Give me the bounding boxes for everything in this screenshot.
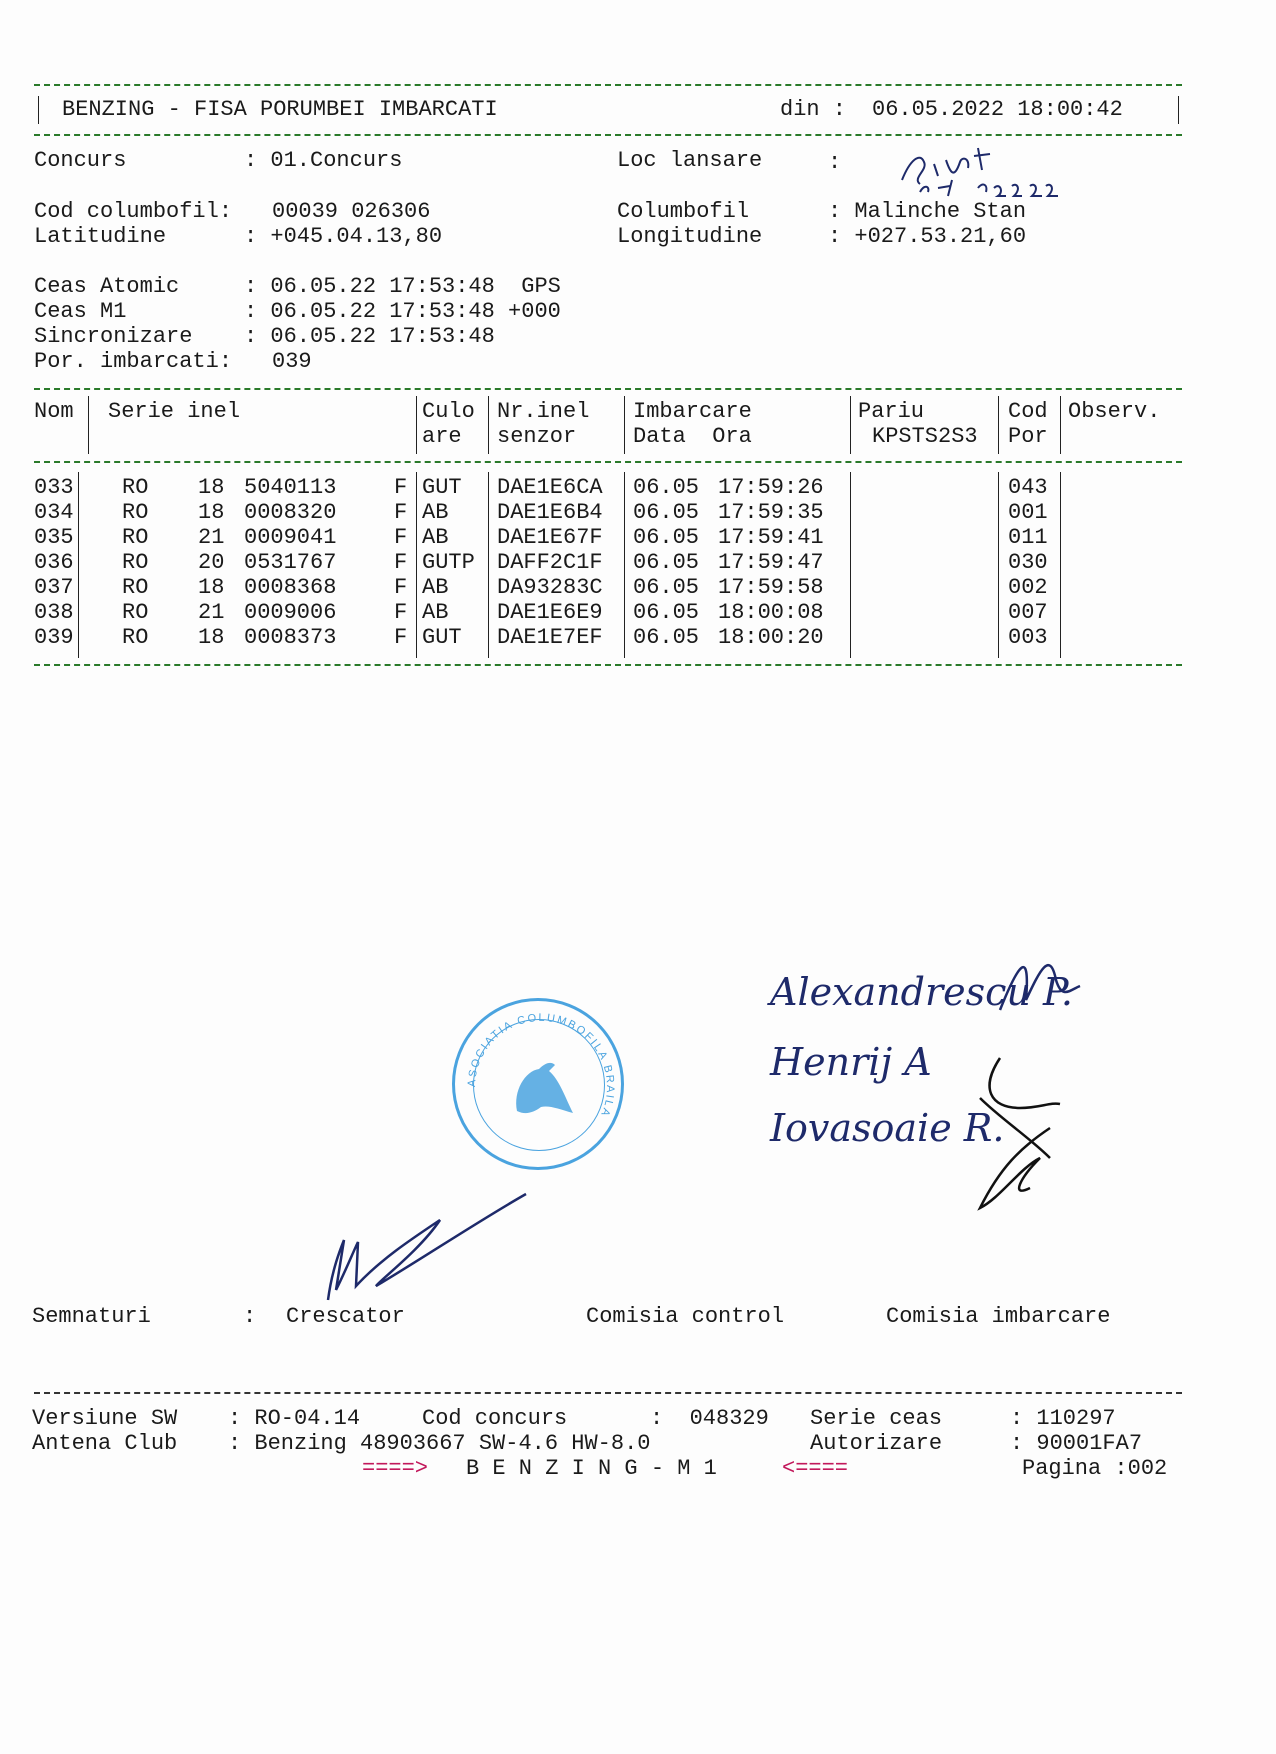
date-label: din : bbox=[780, 97, 847, 122]
versiune-sw-label: Versiune SW bbox=[32, 1406, 178, 1431]
document-title: BENZING - FISA PORUMBEI IMBARCATI bbox=[62, 97, 498, 122]
longitudine-value: : +027.53.21,60 bbox=[828, 224, 1027, 249]
longitudine-label: Longitudine bbox=[617, 224, 763, 249]
row-color: GUT bbox=[422, 625, 462, 650]
row-cod: 001 bbox=[1008, 500, 1048, 525]
autorizare-label: Autorizare bbox=[810, 1431, 943, 1456]
stamp-emblem bbox=[455, 1001, 627, 1173]
row-date: 06.05 bbox=[633, 525, 700, 550]
row-ring: 0008368 bbox=[244, 575, 337, 600]
page-number: Pagina :002 bbox=[1022, 1456, 1168, 1481]
date-value: 06.05.2022 18:00:42 bbox=[872, 97, 1123, 122]
row-cod: 011 bbox=[1008, 525, 1048, 550]
row-ring: 0531767 bbox=[244, 550, 337, 575]
title-right-border bbox=[1178, 96, 1179, 124]
footer-rule bbox=[34, 1392, 1182, 1394]
antena-club-value: : Benzing 48903667 SW-4.6 HW-8.0 bbox=[228, 1431, 651, 1456]
row-year: 18 bbox=[198, 575, 225, 600]
stamp-text: ASOCIATIA COLUMBOFILA BRAILA bbox=[465, 1011, 617, 1120]
header-cod-1: Cod bbox=[1008, 399, 1048, 424]
col-sep-serie-body bbox=[416, 472, 417, 658]
col-sep-culo bbox=[488, 396, 489, 454]
row-sex: F bbox=[394, 625, 408, 650]
handwritten-name-2: Henrij A bbox=[770, 1040, 932, 1084]
row-time: 17:59:35 bbox=[718, 500, 824, 525]
ceas-atomic-value: : 06.05.22 17:53:48 GPS bbox=[244, 274, 561, 299]
row-country: RO bbox=[122, 575, 149, 600]
row-color: AB bbox=[422, 575, 449, 600]
por-imbarcati-value: 039 bbox=[272, 349, 312, 374]
header-pariu-2: KPSTS2S3 bbox=[872, 424, 978, 449]
row-color: GUT bbox=[422, 475, 462, 500]
brand-arrow-right: <==== bbox=[782, 1456, 849, 1481]
row-sensor: DAE1E7EF bbox=[497, 625, 603, 650]
col-sep-pariu-body bbox=[998, 472, 999, 658]
cod-concurs-label: Cod concurs bbox=[422, 1406, 568, 1431]
row-time: 17:59:47 bbox=[718, 550, 824, 575]
cod-columbofil-label: Cod columbofil: bbox=[34, 199, 233, 224]
row-country: RO bbox=[122, 550, 149, 575]
header-culoare-1: Culo bbox=[422, 399, 475, 424]
row-country: RO bbox=[122, 600, 149, 625]
por-imbarcati-label: Por. imbarcati: bbox=[34, 349, 233, 374]
row-cod: 030 bbox=[1008, 550, 1048, 575]
columbofil-value: : Malinche Stan bbox=[828, 199, 1027, 224]
serie-ceas-label: Serie ceas bbox=[810, 1406, 943, 1431]
antena-club-label: Antena Club bbox=[32, 1431, 178, 1456]
title-top-rule bbox=[34, 84, 1182, 86]
row-color: AB bbox=[422, 500, 449, 525]
row-nom: 039 bbox=[34, 625, 74, 650]
sincronizare-value: : 06.05.22 17:53:48 bbox=[244, 324, 495, 349]
row-date: 06.05 bbox=[633, 500, 700, 525]
row-country: RO bbox=[122, 500, 149, 525]
loc-lansare-sep: : bbox=[828, 150, 842, 175]
col-sep-nrinel-body bbox=[624, 472, 625, 658]
latitudine-label: Latitudine bbox=[34, 224, 167, 249]
header-observatii: Observ. bbox=[1068, 399, 1161, 424]
col-sep-nrinel bbox=[624, 396, 625, 454]
title-bottom-rule bbox=[34, 134, 1182, 136]
ceas-m1-label: Ceas M1 bbox=[34, 299, 127, 324]
table-bottom-rule bbox=[34, 664, 1182, 666]
row-nom: 038 bbox=[34, 600, 74, 625]
row-date: 06.05 bbox=[633, 575, 700, 600]
col-sep-nom-body bbox=[78, 472, 79, 658]
semnaturi-sep: : bbox=[243, 1304, 257, 1329]
row-sensor: DAE1E6CA bbox=[497, 475, 603, 500]
row-nom: 035 bbox=[34, 525, 74, 550]
row-sex: F bbox=[394, 475, 408, 500]
header-culoare-2: are bbox=[422, 424, 462, 449]
row-color: AB bbox=[422, 525, 449, 550]
signature-crescator bbox=[300, 1190, 540, 1310]
header-nr-inel-1: Nr.inel bbox=[497, 399, 590, 424]
col-sep-imbarcare bbox=[850, 396, 851, 454]
serie-ceas-value: : 110297 bbox=[1010, 1406, 1116, 1431]
row-year: 20 bbox=[198, 550, 225, 575]
row-ring: 0008320 bbox=[244, 500, 337, 525]
row-nom: 036 bbox=[34, 550, 74, 575]
table-row bbox=[0, 550, 1048, 575]
header-nr-inel-2: senzor bbox=[497, 424, 577, 449]
row-cod: 003 bbox=[1008, 625, 1048, 650]
col-sep-imbarcare-body bbox=[850, 472, 851, 658]
row-sex: F bbox=[394, 575, 408, 600]
autorizare-value: : 90001FA7 bbox=[1010, 1431, 1143, 1456]
row-sensor: DAE1E67F bbox=[497, 525, 603, 550]
row-sex: F bbox=[394, 525, 408, 550]
row-time: 18:00:08 bbox=[718, 600, 824, 625]
loc-lansare-handwriting bbox=[890, 140, 1090, 200]
col-sep-serie bbox=[416, 396, 417, 454]
row-sensor: DAE1E6E9 bbox=[497, 600, 603, 625]
col-sep-cod-body bbox=[1060, 472, 1061, 658]
concurs-label: Concurs bbox=[34, 148, 127, 173]
comisia-control-label: Comisia control bbox=[586, 1304, 785, 1329]
header-cod-2: Por bbox=[1008, 424, 1048, 449]
row-cod: 043 bbox=[1008, 475, 1048, 500]
sincronizare-label: Sincronizare bbox=[34, 324, 193, 349]
col-sep-pariu bbox=[998, 396, 999, 454]
row-sensor: DA93283C bbox=[497, 575, 603, 600]
row-year: 21 bbox=[198, 600, 225, 625]
header-nom: Nom bbox=[34, 399, 74, 424]
cod-columbofil-value: 00039 026306 bbox=[272, 199, 431, 224]
row-color: AB bbox=[422, 600, 449, 625]
row-ring: 5040113 bbox=[244, 475, 337, 500]
handwritten-name-3: Iovasoaie R. bbox=[770, 1106, 1005, 1150]
row-nom: 034 bbox=[34, 500, 74, 525]
table-row bbox=[0, 575, 1048, 600]
row-ring: 0008373 bbox=[244, 625, 337, 650]
row-sex: F bbox=[394, 550, 408, 575]
title-left-border bbox=[38, 96, 39, 124]
table-row bbox=[0, 625, 1048, 650]
row-time: 18:00:20 bbox=[718, 625, 824, 650]
brand-name: B E N Z I N G - M 1 bbox=[466, 1456, 717, 1481]
loc-lansare-label: Loc lansare bbox=[617, 148, 763, 173]
signature-commission-2 bbox=[960, 1048, 1070, 1218]
ceas-atomic-label: Ceas Atomic bbox=[34, 274, 180, 299]
table-row bbox=[0, 525, 1048, 550]
brand-arrow-left: ====> bbox=[362, 1456, 429, 1481]
row-year: 21 bbox=[198, 525, 225, 550]
row-date: 06.05 bbox=[633, 475, 700, 500]
row-country: RO bbox=[122, 475, 149, 500]
row-year: 18 bbox=[198, 625, 225, 650]
row-sex: F bbox=[394, 600, 408, 625]
table-row bbox=[0, 475, 1048, 500]
row-sensor: DAE1E6B4 bbox=[497, 500, 603, 525]
row-date: 06.05 bbox=[633, 550, 700, 575]
table-row bbox=[0, 600, 1048, 625]
col-sep-culo-body bbox=[488, 472, 489, 658]
table-top-rule bbox=[34, 388, 1182, 390]
crescator-label: Crescator bbox=[286, 1304, 405, 1329]
table-row bbox=[0, 500, 1048, 525]
row-time: 17:59:58 bbox=[718, 575, 824, 600]
row-country: RO bbox=[122, 625, 149, 650]
row-cod: 002 bbox=[1008, 575, 1048, 600]
header-imbarcare-2: Data Ora bbox=[633, 424, 752, 449]
header-pariu-1: Pariu bbox=[858, 399, 925, 424]
row-nom: 037 bbox=[34, 575, 74, 600]
row-sex: F bbox=[394, 500, 408, 525]
row-time: 17:59:41 bbox=[718, 525, 824, 550]
row-cod: 007 bbox=[1008, 600, 1048, 625]
ceas-m1-value: : 06.05.22 17:53:48 +000 bbox=[244, 299, 561, 324]
row-time: 17:59:26 bbox=[718, 475, 824, 500]
row-year: 18 bbox=[198, 475, 225, 500]
cod-concurs-value: : 048329 bbox=[650, 1406, 769, 1431]
columbofil-label: Columbofil bbox=[617, 199, 750, 224]
row-country: RO bbox=[122, 525, 149, 550]
row-ring: 0009041 bbox=[244, 525, 337, 550]
col-sep-nom bbox=[88, 396, 89, 454]
row-year: 18 bbox=[198, 500, 225, 525]
semnaturi-label: Semnaturi bbox=[32, 1304, 151, 1329]
header-serie-inel: Serie inel bbox=[108, 399, 241, 424]
signature-commission-1 bbox=[990, 940, 1090, 1020]
col-sep-cod bbox=[1060, 396, 1061, 454]
header-imbarcare-1: Imbarcare bbox=[633, 399, 752, 424]
table-header-rule bbox=[34, 461, 1182, 463]
versiune-sw-value: : RO-04.14 bbox=[228, 1406, 361, 1431]
comisia-imbarcare-label: Comisia imbarcare bbox=[886, 1304, 1111, 1329]
row-date: 06.05 bbox=[633, 625, 700, 650]
row-date: 06.05 bbox=[633, 600, 700, 625]
club-stamp bbox=[452, 998, 624, 1170]
concurs-value: : 01.Concurs bbox=[244, 148, 403, 173]
row-sensor: DAFF2C1F bbox=[497, 550, 603, 575]
handwritten-name-1: Alexandrescu P. bbox=[770, 970, 1073, 1014]
latitudine-value: : +045.04.13,80 bbox=[244, 224, 443, 249]
row-nom: 033 bbox=[34, 475, 74, 500]
row-color: GUTP bbox=[422, 550, 475, 575]
row-ring: 0009006 bbox=[244, 600, 337, 625]
